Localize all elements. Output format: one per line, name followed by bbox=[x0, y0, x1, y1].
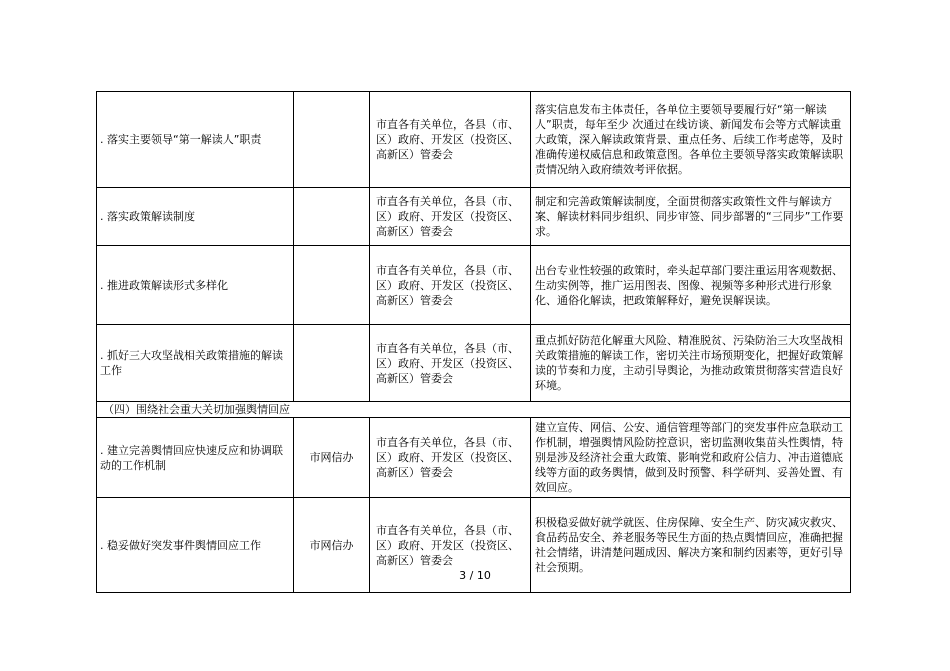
responsible-units: 市直各有关单位，各县（市、区）政府、开发区（投资区、高新区）管委会 bbox=[370, 92, 531, 188]
task-item: . 落实政策解读制度 bbox=[97, 188, 294, 246]
lead-department bbox=[294, 188, 370, 246]
table-row bbox=[97, 325, 851, 402]
task-item: . 稳妥做好突发事件舆情回应工作 bbox=[97, 498, 294, 593]
policy-table bbox=[96, 91, 851, 593]
task-item: . 推进政策解读形式多样化 bbox=[97, 246, 294, 325]
responsible-units: 市直各有关单位，各县（市、区）政府、开发区（投资区、高新区）管委会 bbox=[370, 325, 531, 402]
work-requirement: 制定和完善政策解读制度，全面贯彻落实政策性文件与解读方案、解读材料同步组织、同步审签、同步部署的“三同步”工作要求。 bbox=[531, 188, 851, 246]
work-requirement: 出台专业性较强的政策时，牵头起草部门要注重运用客观数据、生动实例等，推广运用图表、图像、视频等多种形式进行形象化、通俗化解读，把政策解释好，避免误解误读。 bbox=[531, 246, 851, 325]
section-heading: （四）围绕社会重大关切加强舆情回应 bbox=[97, 402, 851, 418]
responsible-units: 市直各有关单位，各县（市、区）政府、开发区（投资区、高新区）管委会 bbox=[370, 418, 531, 498]
section-row bbox=[97, 402, 851, 418]
lead-department bbox=[294, 92, 370, 188]
responsible-units: 市直各有关单位，各县（市、区）政府、开发区（投资区、高新区）管委会 bbox=[370, 246, 531, 325]
task-item: . 落实主要领导“第一解读人”职责 bbox=[97, 92, 294, 188]
table-row bbox=[97, 418, 851, 498]
work-requirement: 落实信息发布主体责任，各单位主要领导要履行好“第一解读人”职责，每年至少 次通过在线访谈、新闻发布会等方式解读重大政策，深入解读政策背景、重点任务、后续工作考虑等，及时准确传递权威信息和政策意图。各单位主要领导落实政策解读职责情况纳入政府绩效考评依据。 bbox=[531, 92, 851, 188]
table-row bbox=[97, 92, 851, 188]
lead-department: 市网信办 bbox=[294, 498, 370, 593]
responsible-units: 市直各有关单位，各县（市、区）政府、开发区（投资区、高新区）管委会 bbox=[370, 498, 531, 593]
page-number: 3 / 10 bbox=[459, 569, 491, 582]
lead-department bbox=[294, 325, 370, 402]
work-requirement: 建立宣传、网信、公安、通信管理等部门的突发事件应急联动工作机制，增强舆情风险防控意识，密切监测收集苗头性舆情，特别是涉及经济社会重大政策、影响党和政府公信力、冲击道德底线等方面的政务舆情，做到及时预警、科学研判、妥善处置、有效回应。 bbox=[531, 418, 851, 498]
task-item: . 建立完善舆情回应快速反应和协调联动的工作机制 bbox=[97, 418, 294, 498]
lead-department: 市网信办 bbox=[294, 418, 370, 498]
table-row bbox=[97, 246, 851, 325]
table-row bbox=[97, 188, 851, 246]
lead-department bbox=[294, 246, 370, 325]
work-requirement: 积极稳妥做好就学就医、住房保障、安全生产、防灾减灾救灾、食品药品安全、养老服务等民生方面的热点舆情回应，准确把握社会情绪，讲清楚问题成因、解决方案和制约因素等，更好引导社会预期。 bbox=[531, 498, 851, 593]
responsible-units: 市直各有关单位，各县（市、区）政府、开发区（投资区、高新区）管委会 bbox=[370, 188, 531, 246]
task-item: . 抓好三大攻坚战相关政策措施的解读工作 bbox=[97, 325, 294, 402]
work-requirement: 重点抓好防范化解重大风险、精准脱贫、污染防治三大攻坚战相关政策措施的解读工作，密切关注市场预期变化，把握好政策解读的节奏和力度，主动引导舆论，为推动政策贯彻落实营造良好环境。 bbox=[531, 325, 851, 402]
